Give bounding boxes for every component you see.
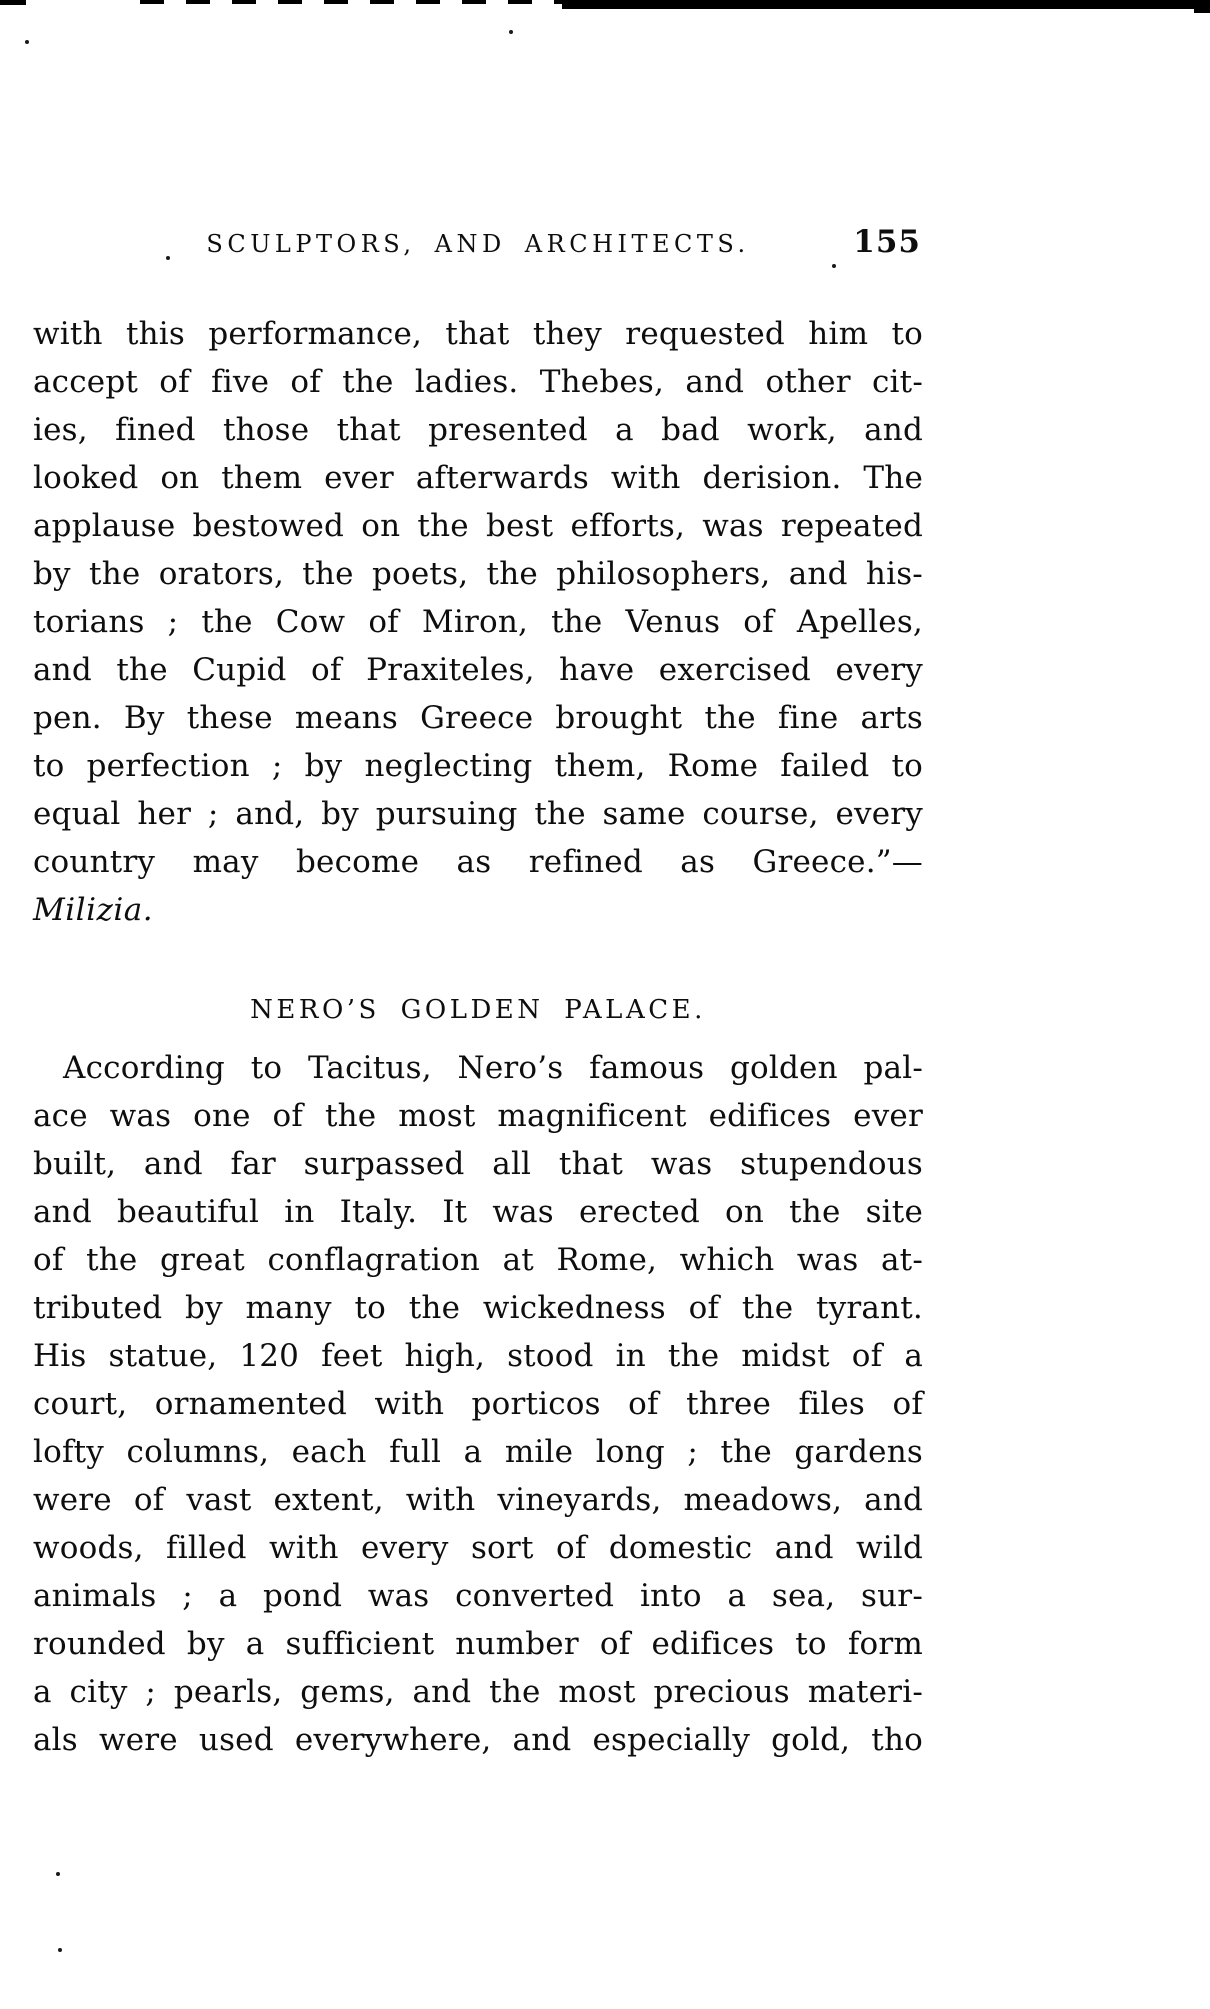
- scan-artifact-top-edge: [562, 0, 1210, 9]
- scan-speck: [509, 30, 513, 34]
- text-line: pen. By these means Greece brought the fine arts: [33, 700, 923, 736]
- text-line: tributed by many to the wickedness of the tyrant.: [33, 1290, 923, 1326]
- section-heading: NERO’S GOLDEN PALACE.: [250, 995, 706, 1025]
- scan-artifact-top-edge: [1194, 0, 1210, 13]
- text-line: applause bestowed on the best efforts, was repeated: [33, 508, 923, 544]
- text-line: ies, fined those that presented a bad work, and: [33, 412, 923, 448]
- text-block: [33, 310, 923, 1764]
- page-number: 155: [853, 224, 921, 260]
- scan-artifact-top-edge: [0, 0, 26, 5]
- scan-speck: [25, 40, 29, 44]
- text-line: als were used everywhere, and especially gold, tho: [33, 1722, 923, 1758]
- text-line: equal her ; and, by pursuing the same course, every: [33, 796, 923, 832]
- running-header: [33, 224, 923, 276]
- text-line: looked on them ever afterwards with derision. The: [33, 460, 923, 496]
- text-line: a city ; pearls, gems, and the most precious materi-: [33, 1674, 923, 1710]
- text-line: and beautiful in Italy. It was erected on the site: [33, 1194, 923, 1230]
- scan-speck: [58, 1948, 62, 1952]
- paragraph-continuation: [33, 310, 923, 934]
- running-header-title: SCULPTORS, AND ARCHITECTS.: [206, 230, 750, 258]
- text-line: of the great conflagration at Rome, which was at-: [33, 1242, 923, 1278]
- attribution-line: Milizia.: [33, 892, 154, 928]
- text-line: country may become as refined as Greece.”—: [33, 844, 923, 880]
- text-line: rounded by a sufficient number of edifices to form: [33, 1626, 923, 1662]
- text-line: to perfection ; by neglecting them, Rome failed to: [33, 748, 923, 784]
- text-line: by the orators, the poets, the philosophers, and his-: [33, 556, 923, 592]
- text-line: court, ornamented with porticos of three files of: [33, 1386, 923, 1422]
- scan-speck: [56, 1872, 60, 1876]
- text-line: were of vast extent, with vineyards, meadows, and: [33, 1482, 923, 1518]
- text-line: with this performance, that they requested him to: [33, 316, 923, 352]
- text-line: His statue, 120 feet high, stood in the midst of a: [33, 1338, 923, 1374]
- text-line: lofty columns, each full a mile long ; the gardens: [33, 1434, 923, 1470]
- text-line: and the Cupid of Praxiteles, have exercised every: [33, 652, 923, 688]
- text-line: torians ; the Cow of Miron, the Venus of Apelles,: [33, 604, 923, 640]
- scan-artifact-top-edge: [140, 0, 570, 4]
- text-line: built, and far surpassed all that was stupendous: [33, 1146, 923, 1182]
- text-line: animals ; a pond was converted into a sea, sur-: [33, 1578, 923, 1614]
- paragraph-neros-golden-palace: [33, 1044, 923, 1764]
- text-line: woods, filled with every sort of domestic and wild: [33, 1530, 923, 1566]
- text-line: According to Tacitus, Nero’s famous golden pal-: [63, 1050, 923, 1086]
- text-line: accept of five of the ladies. Thebes, and other cit-: [33, 364, 923, 400]
- text-line: ace was one of the most magnificent edifices ever: [33, 1098, 923, 1134]
